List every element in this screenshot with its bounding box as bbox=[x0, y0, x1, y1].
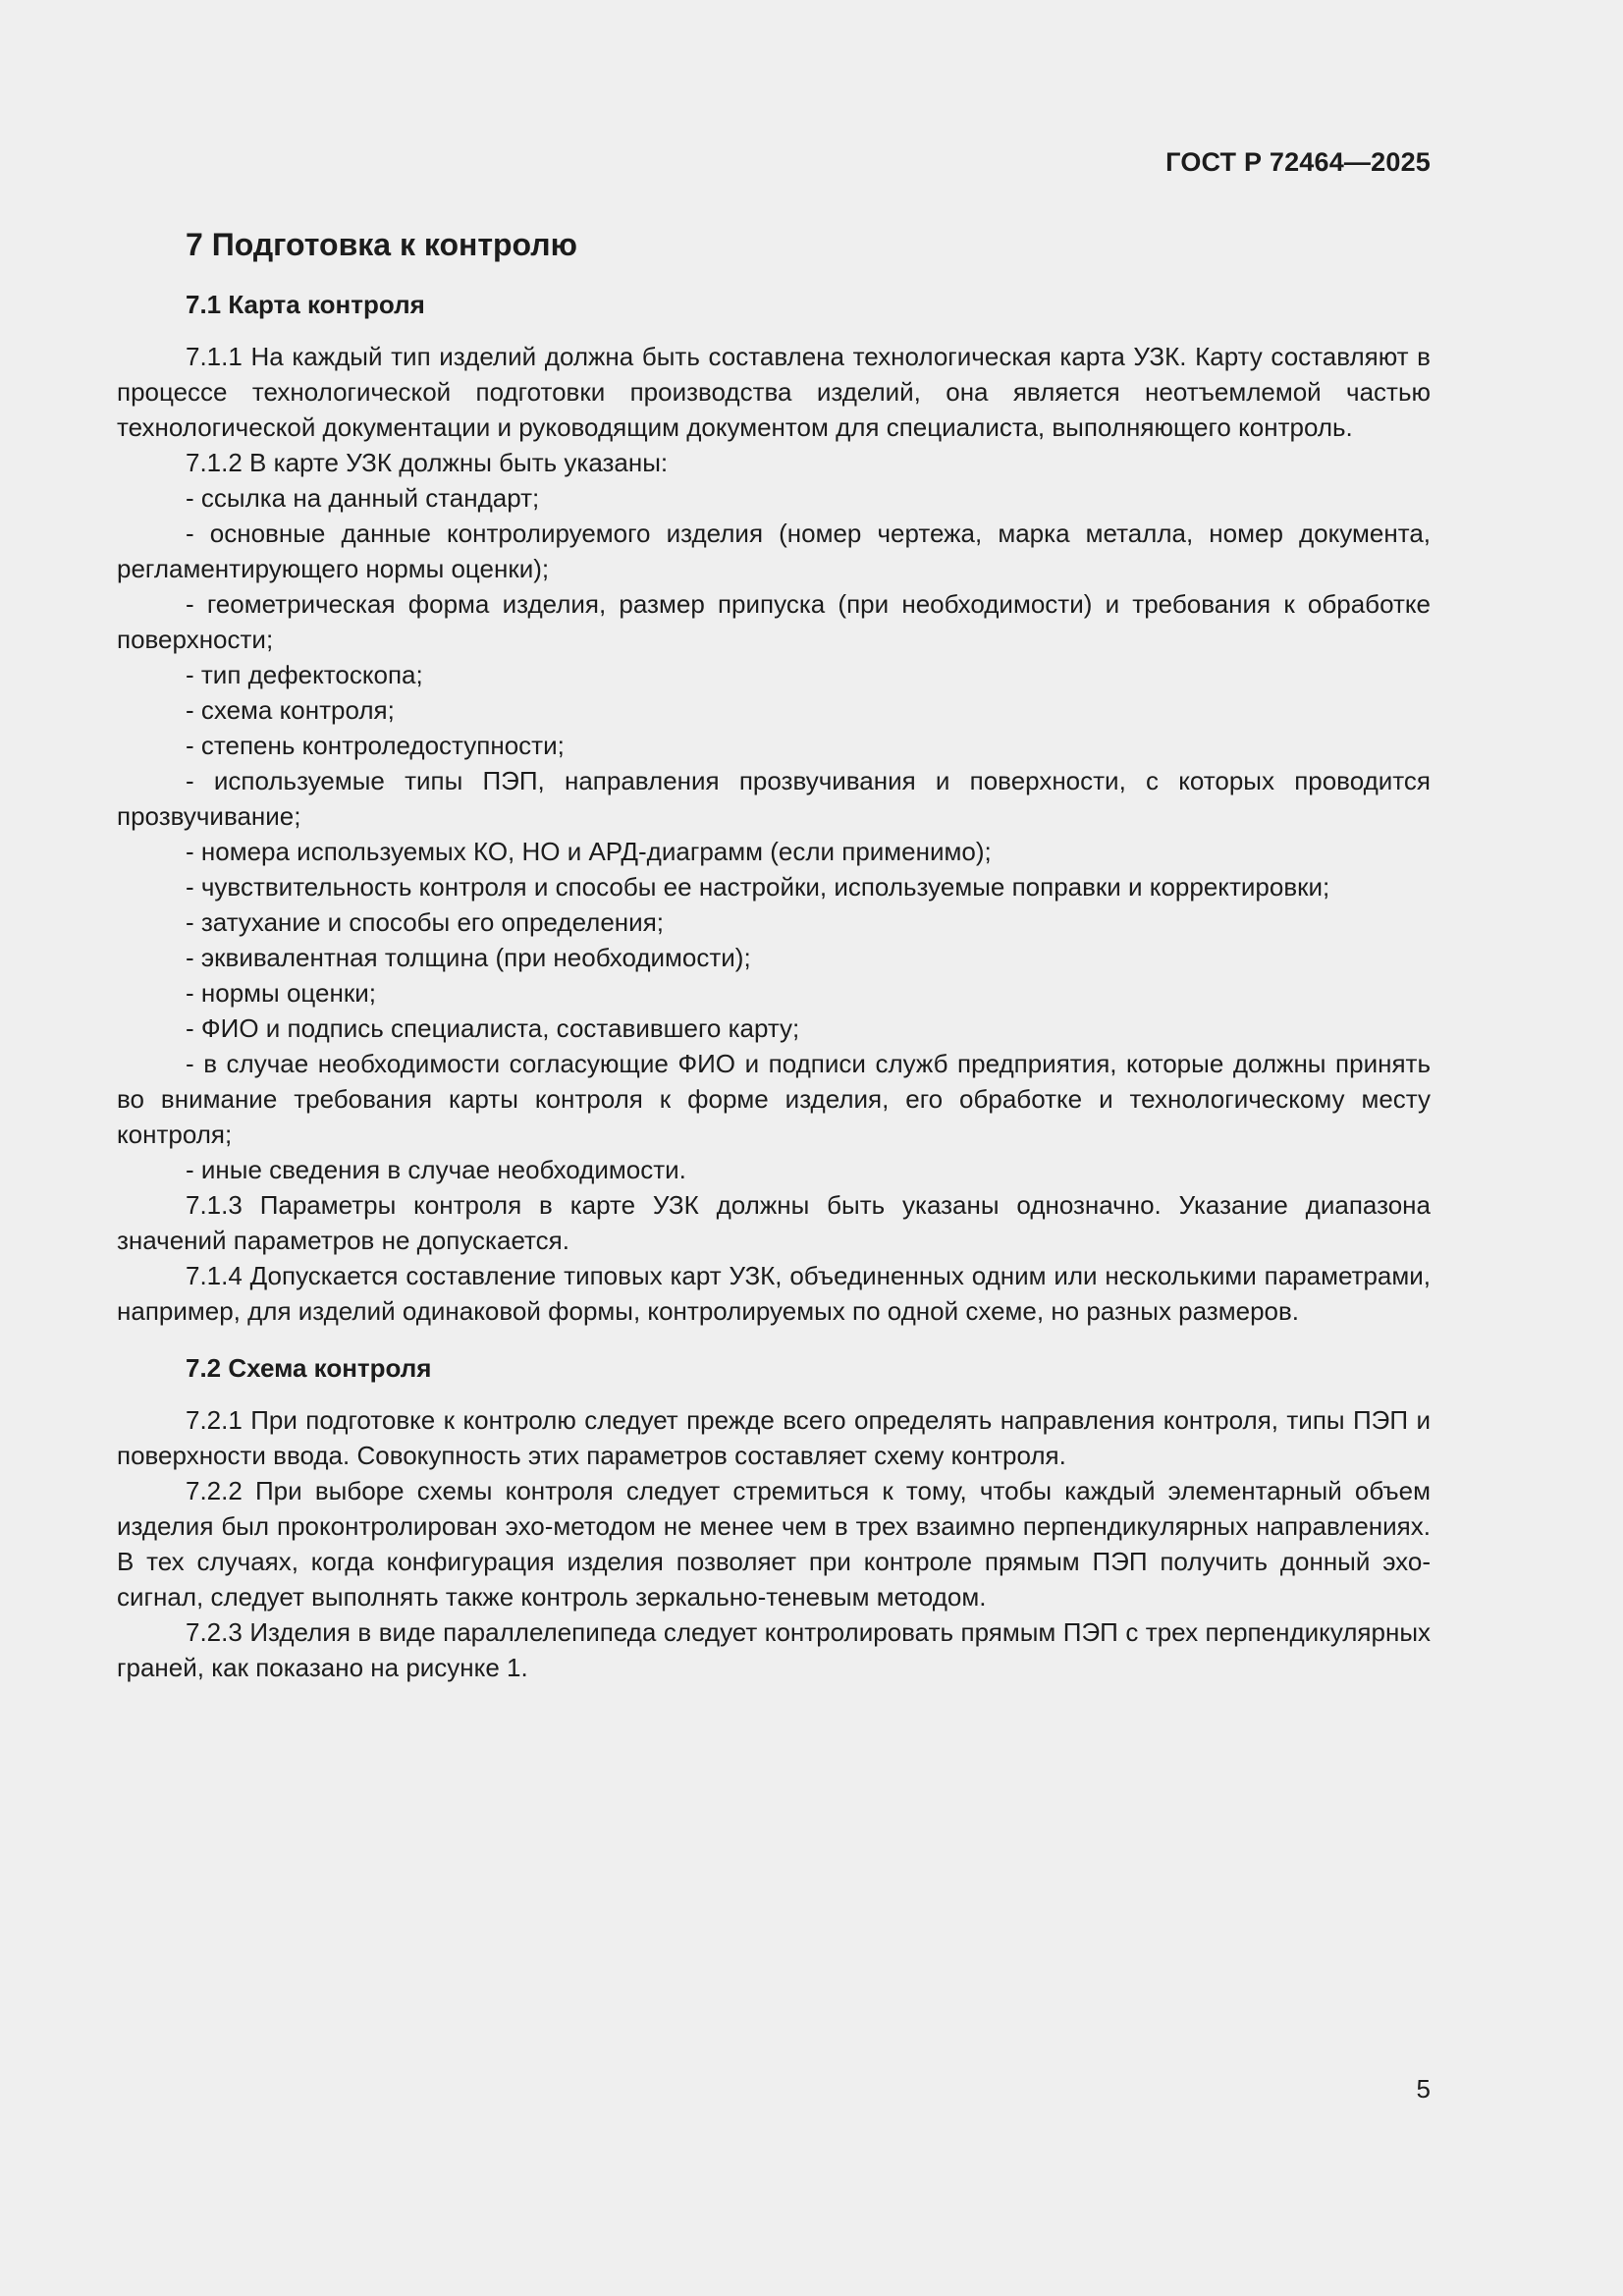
page-number: 5 bbox=[1416, 2074, 1431, 2104]
subsection-7-2-heading: 7.2 Схема контроля bbox=[186, 1353, 432, 1383]
document-body bbox=[117, 216, 1431, 1685]
paragraph-7-2-1: 7.2.1 При подготовке к контролю следует прежде всего определять направления контроля, типы ПЭП и поверхности ввода. Совокупность этих параметров составляет схему контроля. bbox=[117, 1405, 1431, 1470]
list-item: - используемые типы ПЭП, направления прозвучивания и поверхности, с которых проводится прозвучивание; bbox=[117, 766, 1431, 831]
section-7-heading: 7 Подготовка к контролю bbox=[186, 227, 577, 262]
document-code-header: ГОСТ Р 72464—2025 bbox=[1165, 147, 1431, 177]
list-item: - схема контроля; bbox=[186, 695, 395, 725]
paragraph-7-1-1: 7.1.1 На каждый тип изделий должна быть составлена технологическая карта УЗК. Карту составляют в процессе технологической подготовки производства изделий, она является неотъемлемой частью технологической документации и руководящим документом для специалиста, выполняющего контроль. bbox=[117, 342, 1431, 442]
list-item: - чувствительность контроля и способы ее настройки, используемые поправки и корректировки; bbox=[186, 872, 1330, 902]
list-item: - ссылка на данный стандарт; bbox=[186, 483, 540, 513]
subsection-7-1-heading: 7.1 Карта контроля bbox=[186, 290, 425, 319]
list-item: - основные данные контролируемого изделия (номер чертежа, марка металла, номер документа, регламентирующего нормы оценки); bbox=[117, 519, 1431, 583]
list-item: - нормы оценки; bbox=[186, 978, 376, 1008]
paragraph-7-2-2: 7.2.2 При выборе схемы контроля следует стремиться к тому, чтобы каждый элементарный объем изделия был проконтролирован эхо-методом не менее чем в трех взаимно перпендикулярных направлениях. В тех случаях, когда конфигурация изделия позволяет при контроле прямым ПЭП получить донный эхо-сигнал, следует выполнять также контроль зеркально-теневым методом. bbox=[117, 1476, 1431, 1612]
paragraph-7-2-3: 7.2.3 Изделия в виде параллелепипеда следует контролировать прямым ПЭП с трех перпендикулярных граней, как показано на рисунке 1. bbox=[117, 1617, 1431, 1682]
list-item: - тип дефектоскопа; bbox=[186, 660, 423, 689]
list-item: - номера используемых КО, НО и АРД-диаграмм (если применимо); bbox=[186, 837, 992, 866]
list-item: - эквивалентная толщина (при необходимости); bbox=[186, 943, 751, 972]
list-item: - геометрическая форма изделия, размер припуска (при необходимости) и требования к обработке поверхности; bbox=[117, 589, 1431, 654]
paragraph-7-1-2: 7.1.2 В карте УЗК должны быть указаны: bbox=[186, 448, 669, 477]
list-item: - в случае необходимости согласующие ФИО и подписи служб предприятия, которые должны принять во внимание требования карты контроля к форме изделия, его обработке и технологическому месту контроля; bbox=[117, 1049, 1431, 1149]
paragraph-7-1-3: 7.1.3 Параметры контроля в карте УЗК должны быть указаны однозначно. Указание диапазона значений параметров не допускается. bbox=[117, 1190, 1431, 1255]
list-item: - степень контроледоступности; bbox=[186, 731, 565, 760]
list-item: - иные сведения в случае необходимости. bbox=[186, 1155, 686, 1184]
paragraph-7-1-4: 7.1.4 Допускается составление типовых карт УЗК, объединенных одним или несколькими параметрами, например, для изделий одинаковой формы, контролируемых по одной схеме, но разных размеров. bbox=[117, 1261, 1431, 1326]
requirements-list bbox=[117, 480, 1431, 1187]
list-item: - ФИО и подпись специалиста, составившего карту; bbox=[186, 1013, 800, 1043]
list-item: - затухание и способы его определения; bbox=[186, 907, 664, 937]
